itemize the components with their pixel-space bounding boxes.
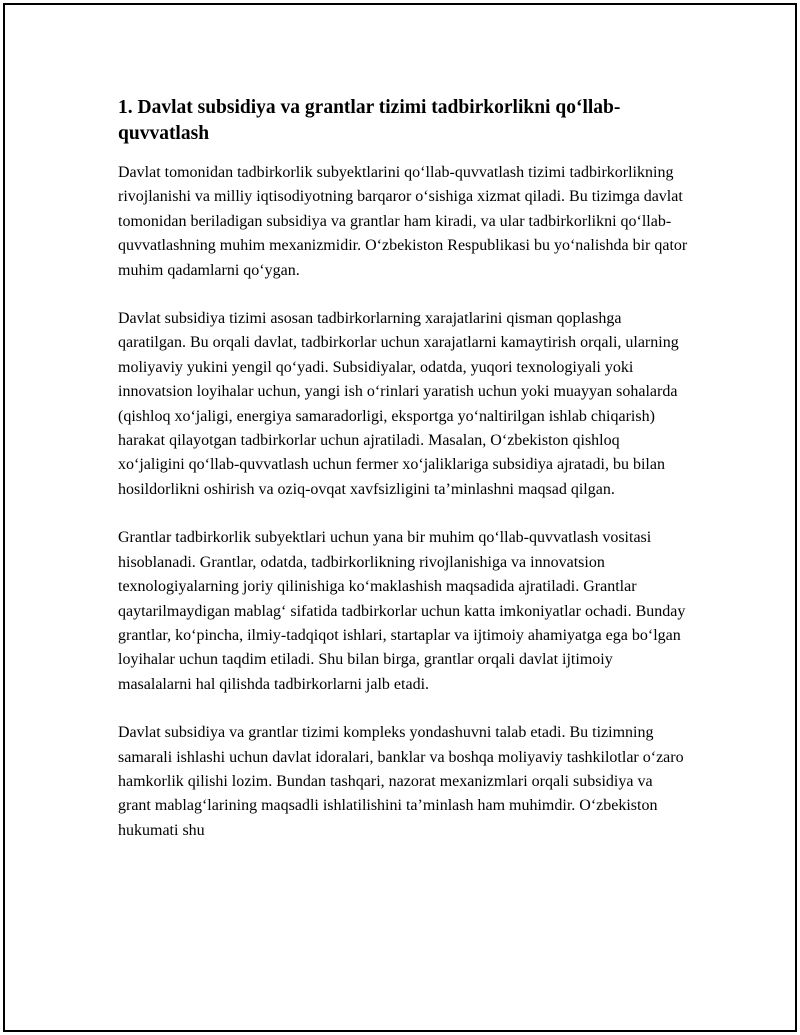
paragraph-subsidies: Davlat subsidiya tizimi asosan tadbirkorlarning xarajatlarini qisman qoplashga qaratilgan. Bu orqali davlat, tadbirkorlar uchun xarajatlarni kamaytirish orqali, ularning moliyaviy yukini yengil qo‘yadi. Subsidiyalar, odatda, yuqori texnologiyali yoki innovatsion loyihalar uchun, yangi ish o‘rinlari yaratish uchun yoki muayyan sohalarda (qishloq xo‘jaligi, energiya samaradorligi, eksportga yo‘naltirilgan ishlab chiqarish) harakat qilayotgan tadbirkorlar uchun ajratiladi. Masalan, O‘zbekiston qishloq xo‘jaligini qo‘llab-quvvatlash uchun fermer xo‘jaliklariga subsidiya ajratadi, bu bilan hosildorlikni oshirish va oziq-ovqat xavfsizligini ta’minlashni maqsad qilgan.: [118, 310, 679, 498]
paragraph-intro: Davlat tomonidan tadbirkorlik subyektlarini qo‘llab-quvvatlash tizimi tadbirkorlikning rivojlanishi va milliy iqtisodiyotning barqaror o‘sishiga xizmat qiladi. Bu tizimga davlat tomonidan beriladigan subsidiya va grantlar ham kiradi, va ular tadbirkorlikni qo‘llab-quvvatlashning muhim mexanizmidir. O‘zbekiston Respublikasi bu yo‘nalishda bir qator muhim qadamlarni qo‘ygan.: [118, 164, 688, 279]
paragraph-system: Davlat subsidiya va grantlar tizimi kompleks yondashuvni talab etadi. Bu tizimning samarali ishlashi uchun davlat idoralari, banklar va boshqa moliyaviy tashkilotlar o‘zaro hamkorlik qilishi lozim. Bundan tashqari, nazorat mexanizmlari orqali subsidiya va grant mablag‘larining maqsadli ishlatilishini ta’minlash ham muhimdir. O‘zbekiston hukumati shu: [118, 724, 684, 839]
paragraph-grants: Grantlar tadbirkorlik subyektlari uchun yana bir muhim qo‘llab-quvvatlash vositasi hisoblanadi. Grantlar, odatda, tadbirkorlikning rivojlanishiga va innovatsion texnologiyalarning joriy qilinishiga ko‘maklashish maqsadida ajratiladi. Grantlar qaytarilmaydigan mablag‘ sifatida tadbirkorlar uchun katta imkoniyatlar ochadi. Bunday grantlar, ko‘pincha, ilmiy-tadqiqot ishlari, startaplar va ijtimoiy ahamiyatga ega bo‘lgan loyihalar uchun taqdim etiladi. Shu bilan birga, grantlar orqali davlat ijtimoiy masalalarni hal qilishda tadbirkorlarni jalb etadi.: [118, 529, 686, 693]
document-body: [118, 95, 688, 867]
section-heading: 1. Davlat subsidiya va grantlar tizimi tadbirkorlikni qo‘llab-quvvatlash: [118, 97, 621, 144]
